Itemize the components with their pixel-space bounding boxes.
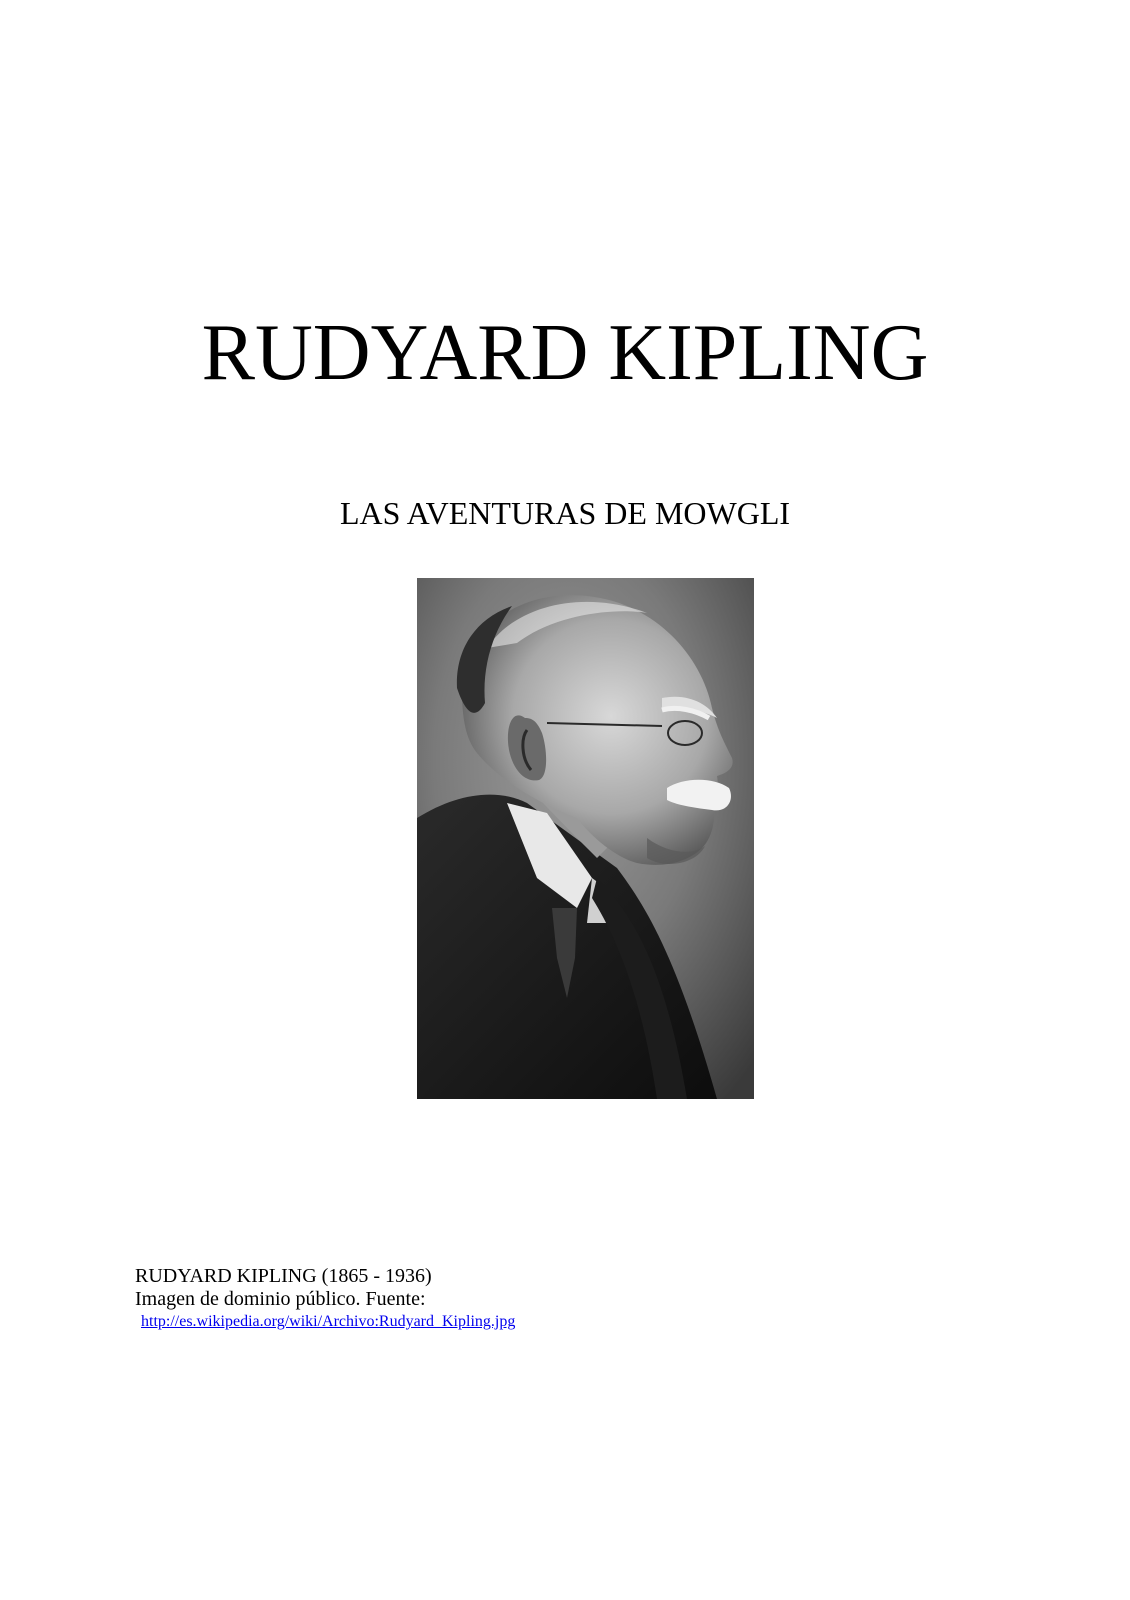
book-title: LAS AVENTURAS DE MOWGLI bbox=[339, 495, 791, 531]
portrait-photo-icon bbox=[417, 578, 754, 1099]
caption-author-dates: RUDYARD KIPLING (1865 - 1936) bbox=[135, 1265, 432, 1287]
caption-license-note: Imagen de dominio público. Fuente: bbox=[135, 1288, 426, 1310]
author-title: RUDYARD KIPLING bbox=[201, 309, 929, 397]
source-link[interactable]: http://es.wikipedia.org/wiki/Archivo:Rudyard_Kipling.jpg bbox=[141, 1313, 516, 1330]
caption bbox=[135, 1265, 515, 1332]
